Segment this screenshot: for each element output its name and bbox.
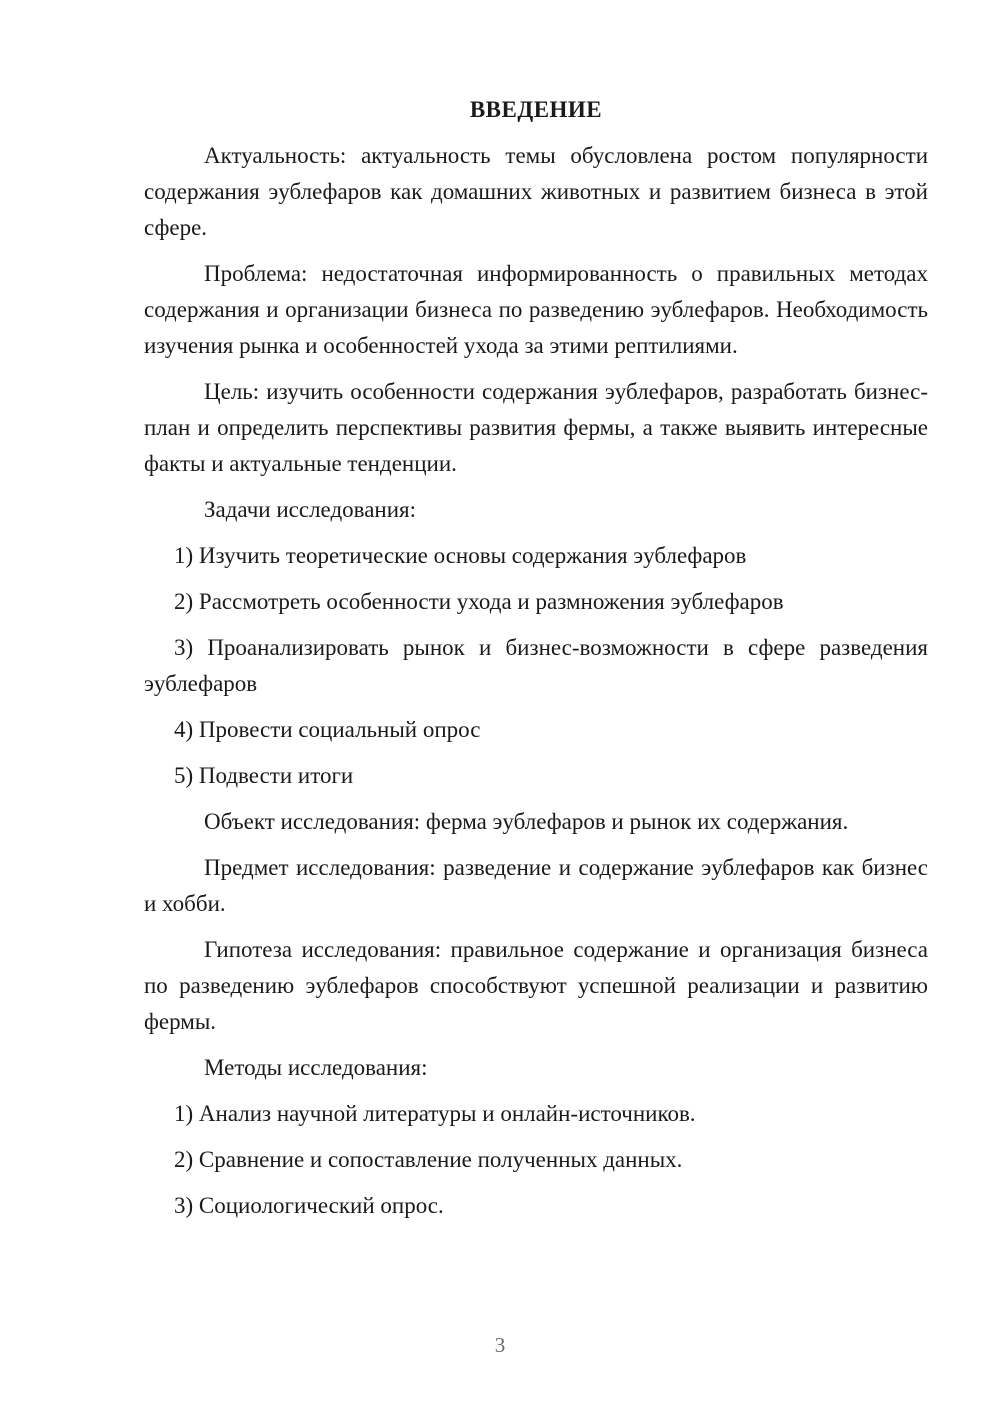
page-title: ВВЕДЕНИЕ — [469, 97, 603, 122]
problem-paragraph: Проблема: недостаточная информированность о правильных методах содержания и организации бизнеса по разведению эублефаров. Необходимость изучения рынка и особенностей ухода за этими рептилиями. — [144, 261, 928, 358]
methods-heading: Методы исследования: — [204, 1055, 428, 1080]
subject-paragraph: Предмет исследования: разведение и содержание эублефаров как бизнес и хобби. — [144, 855, 928, 916]
method-item: 2) Сравнение и сопоставление полученных данных. — [174, 1147, 683, 1172]
method-item: 3) Социологический опрос. — [174, 1193, 444, 1218]
document-page — [144, 92, 928, 1234]
task-item: 3) Проанализировать рынок и бизнес-возможности в сфере разведения эублефаров — [144, 635, 928, 696]
tasks-heading: Задачи исследования: — [204, 497, 417, 522]
task-item: 5) Подвести итоги — [174, 763, 354, 788]
page-number: 3 — [494, 1333, 506, 1357]
task-item: 4) Провести социальный опрос — [174, 717, 481, 742]
hypothesis-paragraph: Гипотеза исследования: правильное содержание и организация бизнеса по разведению эублефаров способствуют успешной реализации и развитию фермы. — [144, 937, 928, 1034]
goal-paragraph: Цель: изучить особенности содержания эублефаров, разработать бизнес-план и определить перспективы развития фермы, а также выявить интересные факты и актуальные тенденции. — [144, 379, 928, 476]
object-paragraph: Объект исследования: ферма эублефаров и рынок их содержания. — [204, 809, 849, 834]
task-item: 1) Изучить теоретические основы содержания эублефаров — [174, 543, 747, 568]
method-item: 1) Анализ научной литературы и онлайн-источников. — [174, 1101, 696, 1126]
relevance-paragraph: Актуальность: актуальность темы обусловлена ростом популярности содержания эублефаров как домашних животных и развитием бизнеса в этой сфере. — [144, 143, 928, 240]
task-item: 2) Рассмотреть особенности ухода и размножения эублефаров — [174, 589, 784, 614]
